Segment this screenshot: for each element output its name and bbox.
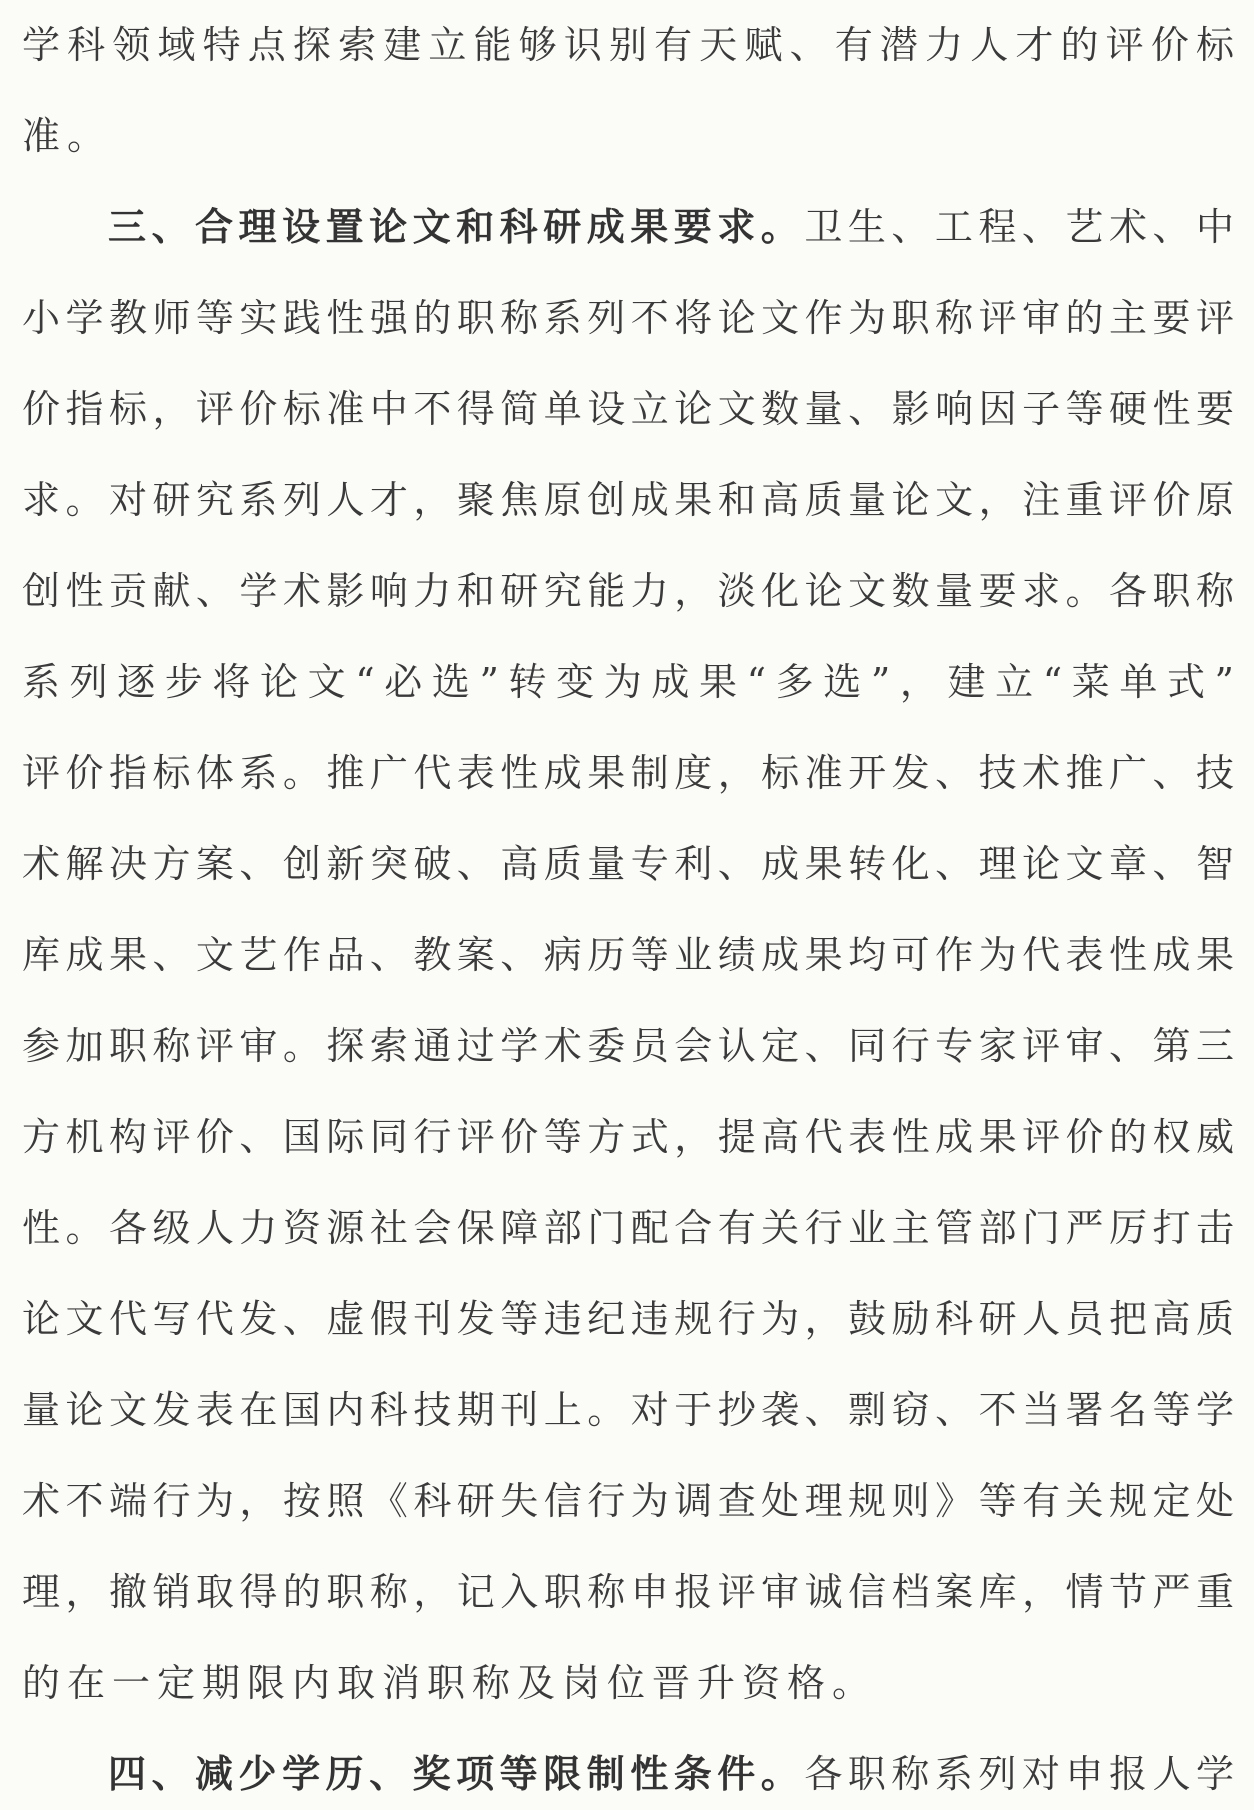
body-line [22, 1658, 1234, 1708]
line-text: 求​。​对​研​究​系​列​人​才​，​聚​焦​原​创​成​果​和​高​质​量​论​文​，​注​重​评​价​原 [22, 478, 1234, 522]
line-text: 术​解​决​方​案​、​创​新​突​破​、​高​质​量​专​利​、​成​果​转​化​、​理​论​文​章​、​智 [22, 842, 1234, 886]
line-text: 准。 [22, 114, 113, 158]
body-line [22, 384, 1234, 434]
body-line [22, 930, 1234, 980]
line-text: 的在一定期限内取消职称及岗位晋升资格。 [22, 1661, 878, 1705]
body-line [22, 1203, 1234, 1253]
line-text: 理​，​撤​销​取​得​的​职​称​，​记​入​职​称​申​报​评​审​诚​信​档​案​库​，​情​节​严​重 [22, 1570, 1234, 1614]
body-line [22, 839, 1234, 889]
body-line [22, 1112, 1234, 1162]
body-line [22, 748, 1234, 798]
line-text: 库​成​果​、​文​艺​作​品​、​教​案​、​病​历​等​业​绩​成​果​均​可​作​为​代​表​性​成​果 [22, 933, 1234, 977]
body-line [22, 1385, 1234, 1435]
line-text: 方​机​构​评​价​、​国​际​同​行​评​价​等​方​式​，​提​高​代​表​性​成​果​评​价​的​权​威 [22, 1115, 1234, 1159]
body-line [22, 475, 1234, 525]
body-line [22, 1567, 1234, 1617]
line-text: 价​指​标​，​评​价​标​准​中​不​得​简​单​设​立​论​文​数​量​、​影​响​因​子​等​硬​性​要 [22, 387, 1234, 431]
line-text: 创​性​贡​献​、​学​术​影​响​力​和​研​究​能​力​，​淡​化​论​文​数​量​要​求​。​各​职​称 [22, 569, 1234, 613]
line-text: 性​。​各​级​人​力​资​源​社​会​保​障​部​门​配​合​有​关​行​业​主​管​部​门​严​厉​打​击 [22, 1206, 1234, 1250]
line-text: 论​文​代​写​代​发​、​虚​假​刊​发​等​违​纪​违​规​行​为​，​鼓​励​科​研​人​员​把​高​质 [22, 1297, 1234, 1341]
body-line [22, 111, 1234, 161]
body-line [22, 20, 1234, 70]
body-line [22, 293, 1234, 343]
line-text: 量​论​文​发​表​在​国​内​科​技​期​刊​上​。​对​于​抄​袭​、​剽​窃​、​不​当​署​名​等​学 [22, 1388, 1234, 1432]
line-text: 术​不​端​行​为​，​按​照​《​科​研​失​信​行​为​调​查​处​理​规​则​》​等​有​关​规​定​处 [22, 1479, 1234, 1523]
line-text: 卫​生​、​工​程​、​艺​术​、​中 [804, 205, 1234, 249]
section-heading-3: 三​、​合​理​设​置​论​文​和​科​研​成​果​要​求​。 [108, 205, 805, 249]
line-text: 各​职​称​系​列​对​申​报​人​学 [804, 1752, 1234, 1796]
line-text: 学​科​领​域​特​点​探​索​建​立​能​够​识​别​有​天​赋​、​有​潜​力​人​才​的​评​价​标 [22, 23, 1234, 67]
line-text: 小​学​教​师​等​实​践​性​强​的​职​称​系​列​不​将​论​文​作​为​职​称​评​审​的​主​要​评 [22, 296, 1234, 340]
section-heading-line [108, 1749, 1234, 1799]
line-text: 参​加​职​称​评​审​。​探​索​通​过​学​术​委​员​会​认​定​、​同​行​专​家​评​审​、​第​三 [22, 1024, 1234, 1068]
line-text: 评​价​指​标​体​系​。​推​广​代​表​性​成​果​制​度​，​标​准​开​发​、​技​术​推​广​、​技 [22, 751, 1234, 795]
line-text: 系​列​逐​步​将​论​文​“​必​选​”​转​变​为​成​果​“​多​选​”​，​建​立​“​菜​单​式​” [22, 660, 1234, 704]
section-heading-line [108, 202, 1234, 252]
section-heading-4: 四​、​减​少​学​历​、​奖​项​等​限​制​性​条​件​。 [108, 1752, 805, 1796]
body-line [22, 657, 1234, 707]
body-line [22, 1476, 1234, 1526]
body-line [22, 566, 1234, 616]
body-line [22, 1294, 1234, 1344]
body-line [22, 1021, 1234, 1071]
